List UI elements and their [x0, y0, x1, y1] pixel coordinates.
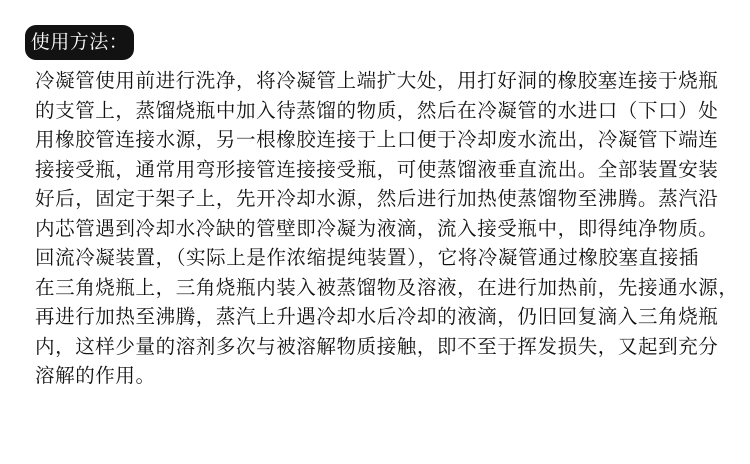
- instruction-line: 在三角烧瓶上，三角烧瓶内装入被蒸馏物及溶液，在进行加热前，先接通水源，: [35, 275, 739, 299]
- instruction-line: 内，这样少量的溶剂多次与被溶解物质接触，即不至于挥发损失，又起到充分: [35, 334, 719, 358]
- instruction-line: 的支管上，蒸馏烧瓶中加入待蒸馏的物质，然后在冷凝管的水进口（下口）处: [35, 98, 719, 122]
- instruction-line: 内芯管遇到冷却水冷缺的管壁即冷凝为液滴，流入接受瓶中，即得纯净物质。: [35, 216, 719, 240]
- instruction-line: 回流冷凝装置，（实际上是作浓缩提纯装置），它将冷凝管通过橡胶塞直接插: [35, 246, 699, 269]
- instruction-line: 好后，固定于架子上，先开冷却水源，然后进行加热使蒸馏物至沸腾。蒸汽沿: [35, 187, 719, 210]
- instruction-line: 溶解的作用。: [35, 364, 156, 387]
- instruction-text: [35, 66, 739, 391]
- instruction-line: 接接受瓶，通常用弯形接管连接接受瓶，可使蒸馏液垂直流出。全部装置安装: [35, 157, 719, 181]
- section-title: 使用方法：: [30, 31, 129, 53]
- section-title-badge: [25, 25, 134, 60]
- instruction-line: 再进行加热至沸腾，蒸汽上升遇冷却水后冷却的液滴，仍旧回复滴入三角烧瓶: [35, 305, 719, 328]
- instruction-line: 冷凝管使用前进行洗净，将冷凝管上端扩大处，用打好洞的橡胶塞连接于烧瓶: [35, 69, 719, 92]
- instruction-line: 用橡胶管连接水源，另一根橡胶连接于上口便于冷却废水流出，冷凝管下端连: [35, 128, 719, 151]
